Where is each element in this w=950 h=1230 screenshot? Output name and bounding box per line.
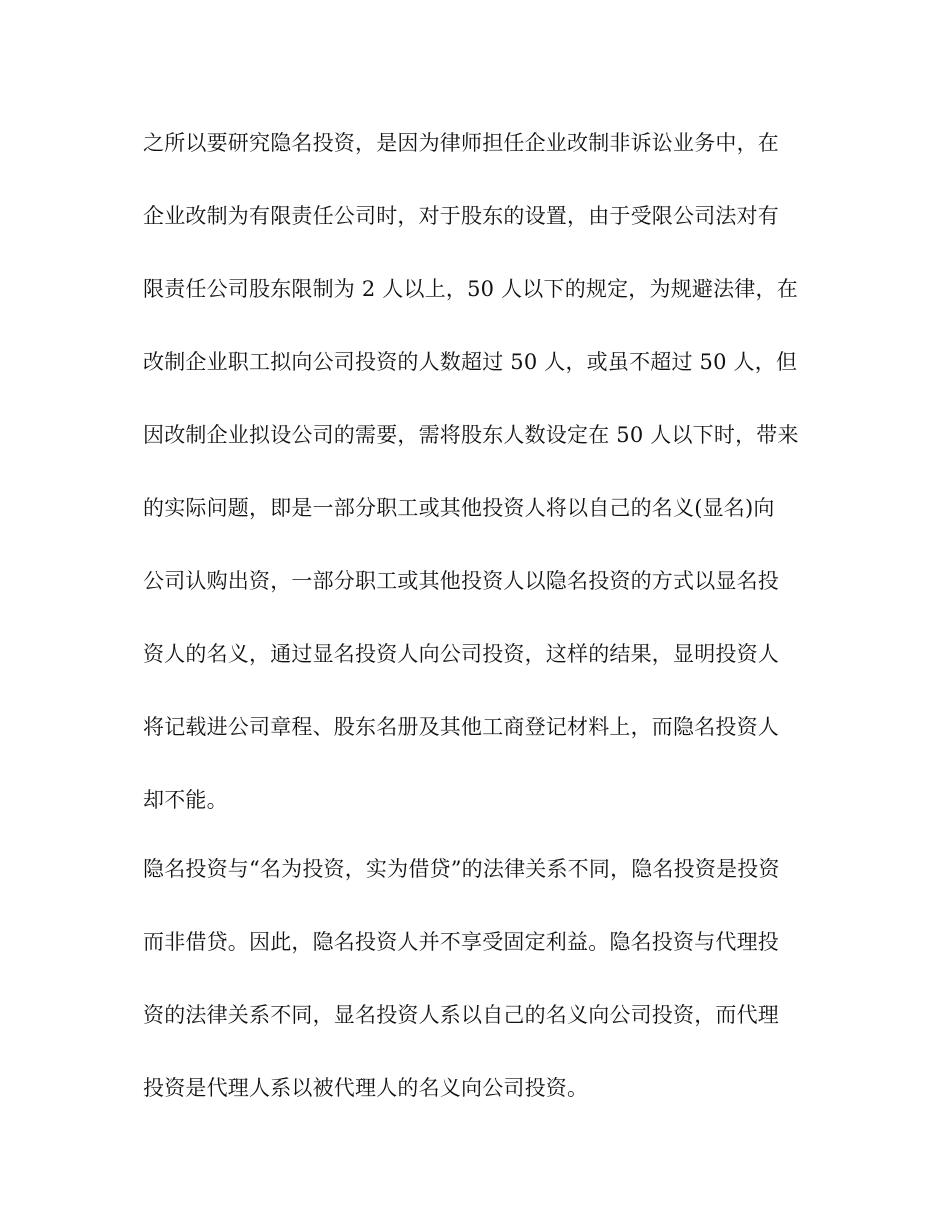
text-line: 公司认购出资，一部分职工或其他投资人以隐名投资的方式以显名投: [143, 569, 779, 593]
text-line: 之所以要研究隐名投资，是因为律师担任企业改制非诉讼业务中，在: [143, 131, 779, 155]
text-line: 将记载进公司章程、股东名册及其他工商登记材料上，而隐名投资人: [143, 715, 779, 739]
text-line: 资人的名义，通过显名投资人向公司投资，这样的结果，显明投资人: [143, 642, 779, 666]
text-line: 改制企业职工拟向公司投资的人数超过 50 人，或虽不超过 50 人，但: [143, 350, 798, 374]
text-line: 因改制企业拟设公司的需要，需将股东人数设定在 50 人以下时，带来: [143, 423, 799, 447]
text-line: 资的法律关系不同，显名投资人系以自己的名义向公司投资，而代理: [143, 1003, 779, 1027]
text-line: 限责任公司股东限制为 2 人以上，50 人以下的规定，为规避法律，在: [143, 277, 798, 301]
text-line: 而非借贷。因此，隐名投资人并不享受固定利益。隐名投资与代理投: [143, 930, 779, 954]
text-line: 的实际问题，即是一部分职工或其他投资人将以自己的名义(显名)向: [143, 496, 775, 520]
text-line: 却不能。: [143, 788, 228, 812]
text-line: 企业改制为有限责任公司时，对于股东的设置，由于受限公司法对有: [143, 204, 779, 228]
text-line: 投资是代理人系以被代理人的名义向公司投资。: [143, 1076, 589, 1100]
text-line: 隐名投资与“名为投资，实为借贷”的法律关系不同，隐名投资是投资: [143, 857, 780, 881]
